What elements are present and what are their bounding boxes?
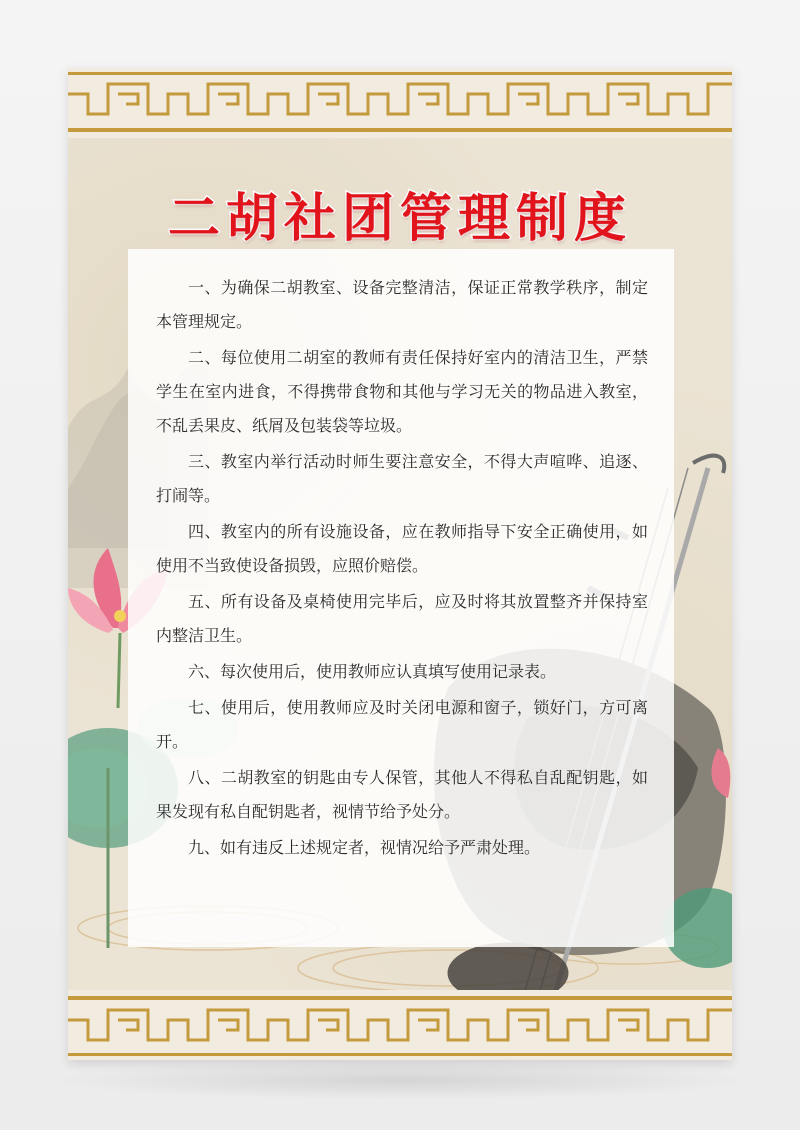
floor-shadow — [40, 1060, 760, 1100]
rule-item: 七、使用后，使用教师应及时关闭电源和窗子，锁好门，方可离开。 — [156, 698, 648, 751]
rule-item: 一、为确保二胡教室、设备完整清洁，保证正常教学秩序，制定本管理规定。 — [156, 278, 648, 331]
rule-item: 三、教室内举行活动时师生要注意安全，不得大声喧哗、追逐、打闹等。 — [156, 452, 648, 505]
rule-item: 二、每位使用二胡室的教师有责任保持好室内的清洁卫生，严禁学生在室内进食，不得携带食物和其他与学习无关的物品进入教室，不乱丢果皮、纸屑及包装袋等垃圾。 — [156, 348, 648, 435]
rule-item: 六、每次使用后，使用教师应认真填写使用记录表。 — [188, 662, 557, 681]
bottom-fret-border — [68, 990, 732, 1060]
poster-title: 二胡社团管理制度 — [167, 189, 632, 249]
poster — [68, 68, 732, 1060]
rules-card — [128, 249, 674, 947]
rule-item: 四、教室内的所有设施设备，应在教师指导下安全正确使用，如使用不当致使设备损毁，应照价赔偿。 — [156, 522, 648, 575]
rule-item: 八、二胡教室的钥匙由专人保管，其他人不得私自乱配钥匙，如果发现有私自配钥匙者，视情节给予处分。 — [156, 768, 648, 821]
rule-item: 五、所有设备及桌椅使用完毕后，应及时将其放置整齐并保持室内整洁卫生。 — [156, 592, 648, 645]
rule-item: 九、如有违反上述规定者，视情况给予严肃处理。 — [188, 838, 541, 857]
top-fret-border — [68, 68, 732, 138]
